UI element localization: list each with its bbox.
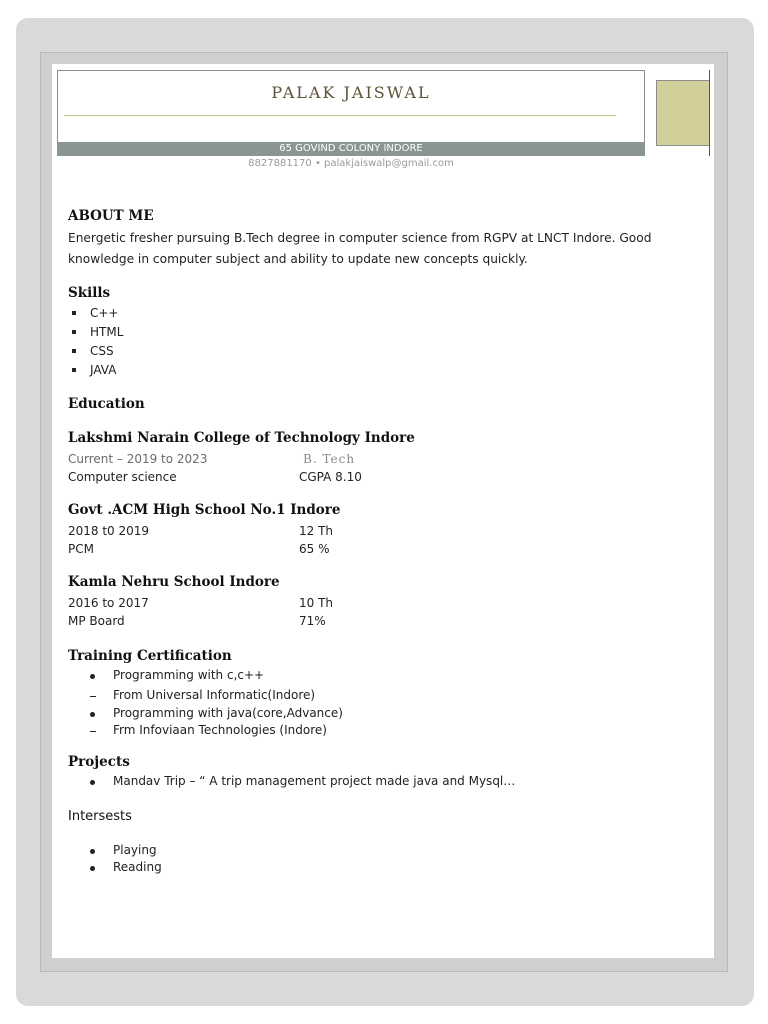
education-field: MP Board	[68, 614, 125, 628]
interest-item: Playing	[113, 843, 157, 857]
round-bullet-icon	[90, 866, 95, 871]
decorative-swatch	[656, 80, 710, 146]
round-bullet-icon	[90, 674, 95, 679]
skill-item: C++	[90, 306, 119, 320]
round-bullet-icon	[90, 712, 95, 717]
school-name: Kamla Nehru School Indore	[68, 574, 280, 590]
school-name: Govt .ACM High School No.1 Indore	[68, 502, 341, 518]
about-text	[68, 228, 700, 270]
round-bullet-icon	[90, 780, 95, 785]
square-bullet-icon	[72, 311, 76, 315]
education-field: Computer science	[68, 470, 177, 484]
dash-bullet-icon	[90, 696, 96, 697]
skills-heading: Skills	[68, 285, 111, 301]
education-score: CGPA 8.10	[299, 470, 362, 484]
round-bullet-icon	[90, 849, 95, 854]
education-duration: Current – 2019 to 2023	[68, 452, 208, 466]
interests-heading: Intersests	[68, 809, 132, 824]
training-heading: Training Certification	[68, 648, 232, 664]
training-item: Programming with c,c++	[113, 668, 265, 682]
dash-bullet-icon	[90, 731, 96, 732]
school-name: Lakshmi Narain College of Technology Indore	[68, 430, 415, 446]
education-degree: 12 Th	[299, 524, 334, 538]
education-duration: 2018 t0 2019	[68, 524, 150, 538]
about-heading: ABOUT ME	[68, 208, 154, 224]
education-field: PCM	[68, 542, 94, 556]
applicant-name: PALAK JAISWAL	[271, 83, 431, 102]
education-degree: B. Tech	[303, 452, 356, 466]
education-degree: 10 Th	[299, 596, 334, 610]
project-item: Mandav Trip – “ A trip management project made java and Mysql…	[113, 774, 516, 788]
about-line-1: Energetic fresher pursuing B.Tech degree in computer science from RGPV at LNCT Indore. Good	[68, 231, 652, 245]
resume-page	[52, 64, 714, 958]
skill-item: HTML	[90, 325, 124, 339]
skill-item: CSS	[90, 344, 114, 358]
training-item: Frm Infoviaan Technologies (Indore)	[113, 723, 327, 737]
interest-item: Reading	[113, 860, 162, 874]
education-heading: Education	[68, 396, 145, 412]
projects-heading: Projects	[68, 754, 130, 770]
decorative-line	[709, 70, 710, 156]
address-bar: 65 GOVIND COLONY INDORE	[57, 142, 645, 156]
training-item: Programming with java(core,Advance)	[113, 706, 343, 720]
square-bullet-icon	[72, 330, 76, 334]
education-duration: 2016 to 2017	[68, 596, 149, 610]
contact-line: 8827881170 • palakjaiswalp@gmail.com	[248, 158, 454, 169]
header-rule	[64, 115, 616, 116]
education-score: 71%	[299, 614, 326, 628]
resume-header	[57, 70, 645, 149]
education-score: 65 %	[299, 542, 330, 556]
skill-item: JAVA	[90, 363, 117, 377]
square-bullet-icon	[72, 368, 76, 372]
about-line-2: knowledge in computer subject and ability to update new concepts quickly.	[68, 252, 528, 266]
training-item: From Universal Informatic(Indore)	[113, 688, 316, 702]
square-bullet-icon	[72, 349, 76, 353]
